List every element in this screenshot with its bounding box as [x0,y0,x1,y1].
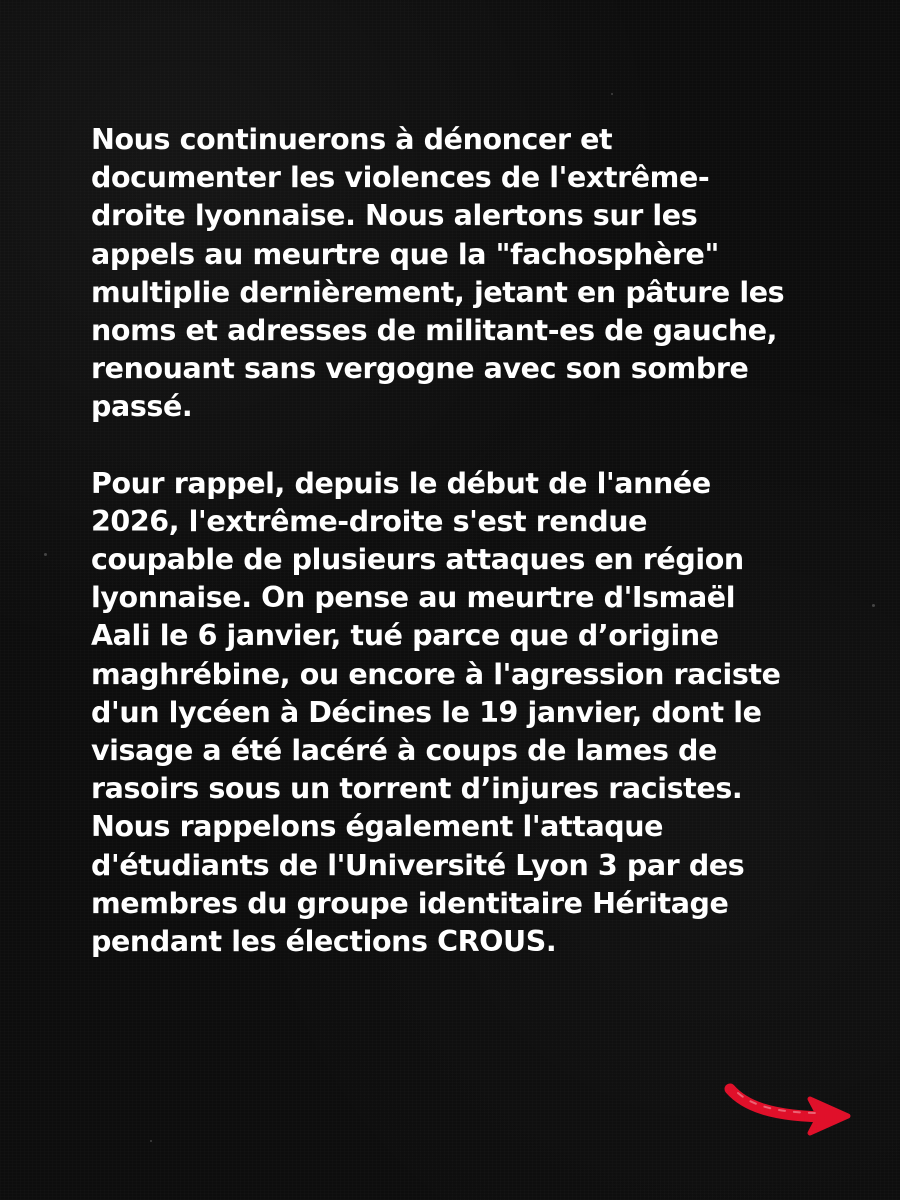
paragraph-1: Nous continuerons à dénoncer et documenter les violences de l'extrême- droite lyonnaise. Nous alertons sur les appels au meurtre que la "fachosphère" multiplie dernièrement, jetant en pâture les noms et adresses de militant-es de gauche, renouant sans vergogne avec son sombre passé. [91,123,785,424]
dust-speck [44,553,47,556]
dust-speck [611,93,613,95]
red-brush-arrow-right-icon[interactable] [722,1075,858,1147]
article-text [91,121,811,961]
paragraph-2: Pour rappel, depuis le début de l'année 2026, l'extrême-droite s'est rendue coupable de plusieurs attaques en région lyonnaise. On pense au meurtre d'Ismaël Aali le 6 janvier, tué parce que d’origine maghrébine, ou encore à l'agression raciste d'un lycéen à Décines le 19 janvier, dont le visage a été lacéré à coups de lames de rasoirs sous un torrent d’injures racistes. Nous rappelons également l'attaque d'étudiants de l'Université Lyon 3 par des membres du groupe identitaire Héritage pendant les élections CROUS. [91,466,781,959]
dust-speck [150,1140,152,1142]
dust-speck [872,604,875,607]
